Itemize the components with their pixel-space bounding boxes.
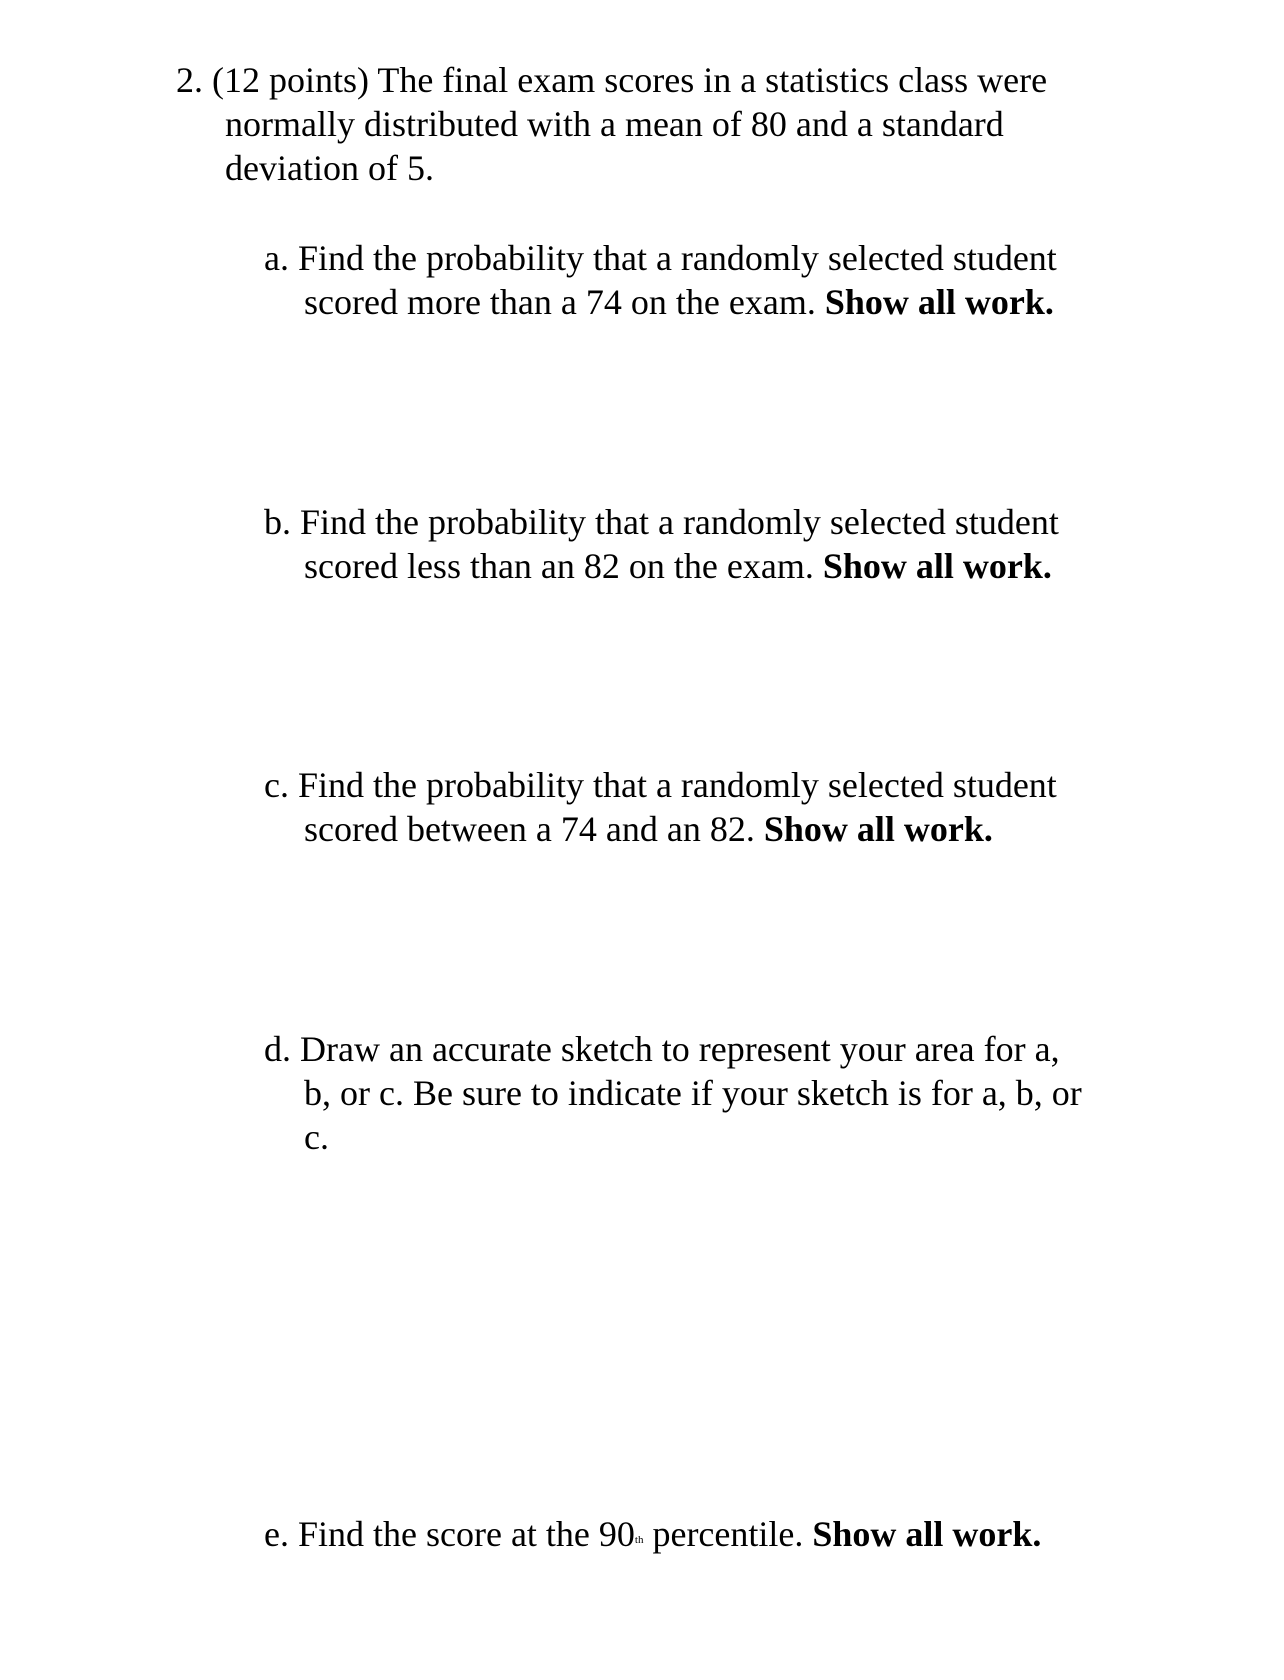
part-d — [264, 1027, 1144, 1159]
question-number: 2. — [176, 60, 203, 100]
part-b-line-1: b. Find the probability that a randomly selected student — [264, 502, 1059, 542]
part-c-line-2 — [264, 807, 1144, 851]
part-c — [264, 763, 1144, 851]
question-text-line-3: deviation of 5. — [225, 148, 434, 188]
part-e-ordinal: th — [634, 1534, 644, 1546]
part-a-line-2 — [264, 280, 1144, 324]
part-c-text: scored between a 74 and an 82. — [304, 809, 755, 849]
part-e-prefix: e. Find the score at the 90 — [264, 1514, 635, 1554]
part-c-line-1: c. Find the probability that a randomly selected student — [264, 765, 1057, 805]
part-a-emphasis: Show all work. — [824, 282, 1054, 322]
question-text-line-1: (12 points) The final exam scores in a statistics class were — [212, 60, 1048, 100]
part-b-emphasis: Show all work. — [822, 546, 1052, 586]
part-d-line-2: b, or c. Be sure to indicate if your sketch is for a, b, or — [304, 1073, 1082, 1113]
part-d-line-3: c. — [304, 1117, 329, 1157]
question-2 — [176, 58, 1136, 190]
part-a-line-1: a. Find the probability that a randomly selected student — [264, 238, 1057, 278]
part-b-text: scored less than an 82 on the exam. — [304, 546, 814, 586]
question-line-1 — [176, 58, 1136, 102]
part-a — [264, 236, 1144, 324]
part-e — [264, 1512, 1144, 1556]
part-e-emphasis: Show all work. — [812, 1514, 1042, 1554]
part-d-line-1: d. Draw an accurate sketch to represent your area for a, — [264, 1029, 1060, 1069]
part-e-line-1 — [264, 1512, 1144, 1556]
question-text-line-2: normally distributed with a mean of 80 and a standard — [225, 104, 1004, 144]
part-e-suffix: percentile. — [652, 1514, 804, 1554]
part-b-line-2 — [264, 544, 1144, 588]
part-a-text: scored more than a 74 on the exam. — [304, 282, 816, 322]
part-b — [264, 500, 1144, 588]
part-c-emphasis: Show all work. — [763, 809, 993, 849]
